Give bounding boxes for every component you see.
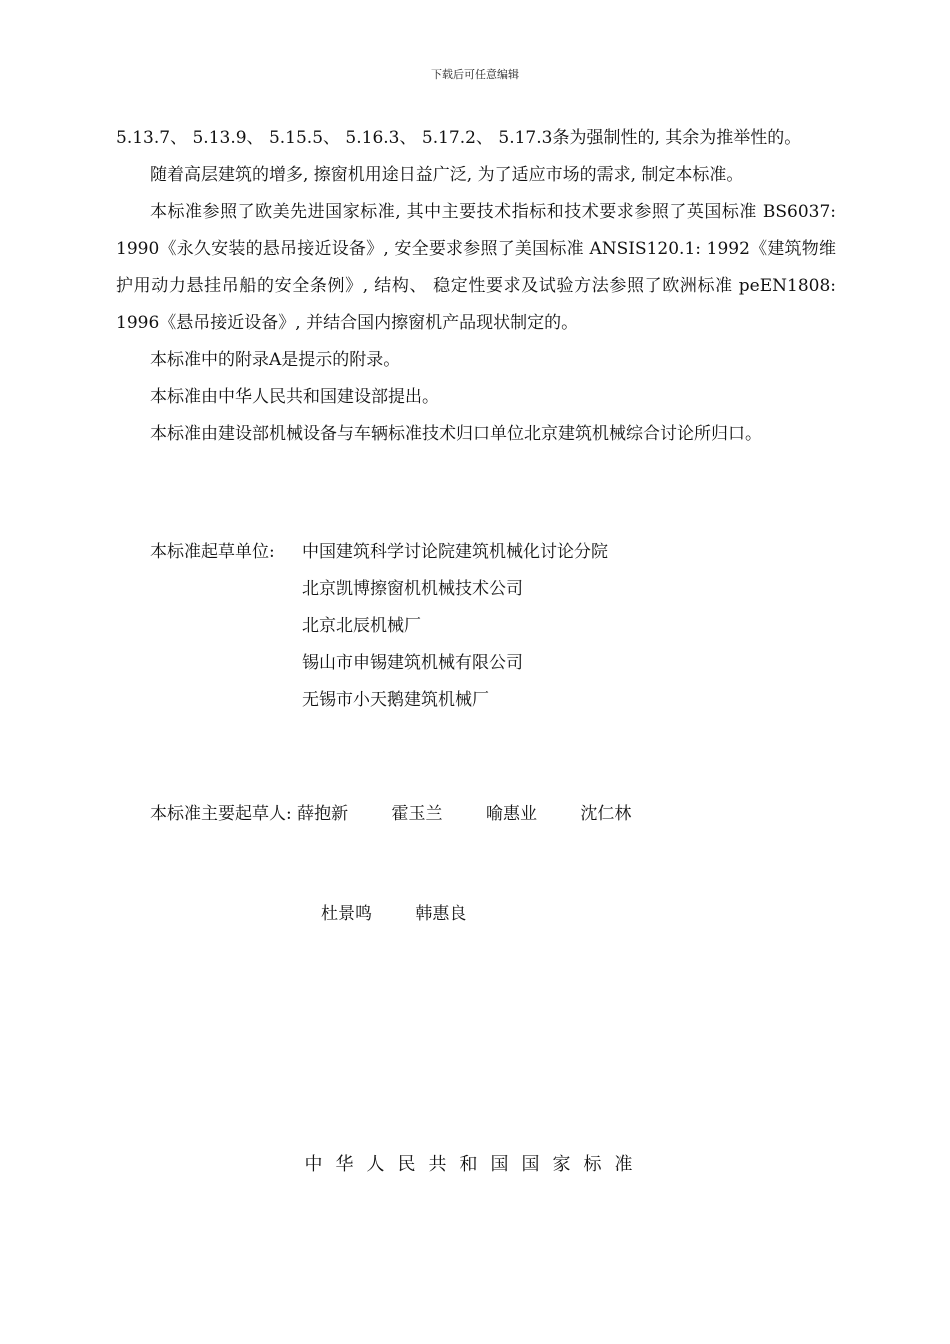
drafter-name: 薛抱新 <box>297 804 349 824</box>
paragraph-references: 本标准参照了欧美先进国家标准, 其中主要技术指标和技术要求参照了英国标准 BS6037: 1990《永久安装的悬吊接近设备》, 安全要求参照了美国标准 ANSIS120.1: 1992《建筑物维护用动力悬挂吊船的安全条例》, 结构、 稳定性要求及试验方法参照了欧洲标准 peEN1808: 1996《悬吊接近设备》, 并结合国内擦窗机产品现状制定的。 <box>116 202 836 333</box>
body-text <box>116 120 836 453</box>
drafting-units-list <box>302 534 608 719</box>
paragraph-background: 随着高层建筑的增多, 擦窗机用途日益广泛, 为了适应市场的需求, 制定本标准。 <box>150 165 744 185</box>
paragraph-mandatory-clauses: 5.13.7、 5.13.9、 5.15.5、 5.16.3、 5.17.2、 5.17.3条为强制性的, 其余为推举性的。 <box>116 128 802 148</box>
main-drafters <box>150 796 669 833</box>
drafter-name: 杜景鸣 <box>321 904 372 924</box>
drafting-unit: 北京北辰机械厂 <box>302 616 421 636</box>
drafter-name: 沈仁林 <box>580 804 632 824</box>
paragraph-proposer: 本标准由中华人民共和国建设部提出。 <box>150 387 439 407</box>
drafter-name: 喻惠业 <box>485 804 537 824</box>
drafting-units <box>150 534 608 719</box>
paragraph-administrator: 本标准由建设部机械设备与车辆标准技术归口单位北京建筑机械综合讨论所归口。 <box>150 424 762 444</box>
page-header-note: 下载后可任意编辑 <box>431 68 519 81</box>
drafting-unit: 无锡市小天鹅建筑机械厂 <box>302 690 489 710</box>
main-drafters-label: 本标准主要起草人: <box>150 804 292 824</box>
drafter-name: 韩惠良 <box>415 904 467 924</box>
drafter-name: 霍玉兰 <box>391 804 443 824</box>
main-drafters-row2 <box>321 896 504 933</box>
drafting-unit: 锡山市申锡建筑机械有限公司 <box>302 653 523 673</box>
drafting-units-label: 本标准起草单位: <box>150 542 275 562</box>
footer-standard-title: 中华人民共和国国家标准 <box>304 1154 646 1175</box>
paragraph-appendix: 本标准中的附录A是提示的附录。 <box>150 350 401 370</box>
drafting-unit: 北京凯博擦窗机机械技术公司 <box>302 579 523 599</box>
drafting-unit: 中国建筑科学讨论院建筑机械化讨论分院 <box>302 542 608 562</box>
